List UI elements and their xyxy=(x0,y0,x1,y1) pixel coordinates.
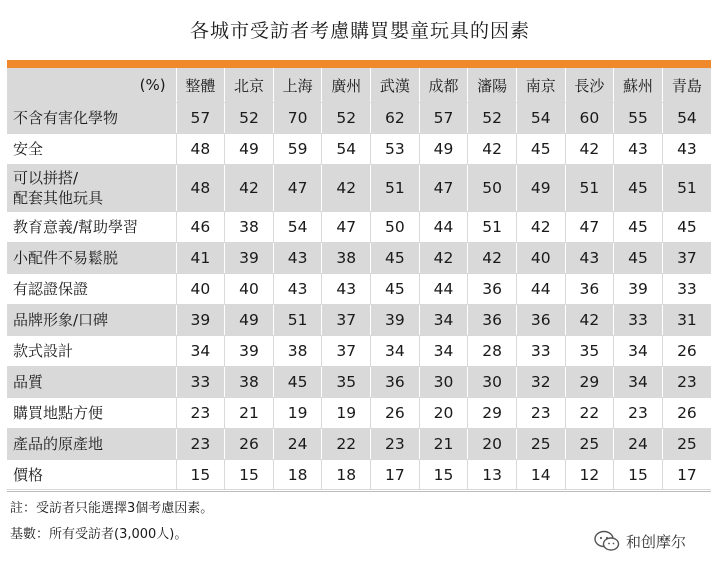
table-cell: 20 xyxy=(419,398,468,429)
table-cell: 33 xyxy=(176,367,225,398)
table-header-row xyxy=(7,68,711,103)
row-label: 品質 xyxy=(7,367,176,398)
table-row xyxy=(7,134,711,165)
table-cell: 14 xyxy=(516,460,565,490)
table-cell: 43 xyxy=(662,134,711,165)
row-label: 價格 xyxy=(7,460,176,490)
table-cell: 52 xyxy=(225,103,274,134)
table-cell: 49 xyxy=(225,305,274,336)
table-cell: 19 xyxy=(273,398,322,429)
table-cell: 47 xyxy=(419,165,468,212)
table-cell: 39 xyxy=(225,336,274,367)
table-cell: 43 xyxy=(322,274,371,305)
col-header-suzhou: 蘇州 xyxy=(614,68,663,103)
table-cell: 15 xyxy=(614,460,663,490)
table-cell: 54 xyxy=(273,212,322,243)
table-cell: 37 xyxy=(322,336,371,367)
table-cell: 18 xyxy=(273,460,322,490)
col-header-beijing: 北京 xyxy=(225,68,274,103)
table-cell: 50 xyxy=(371,212,420,243)
table-cell: 23 xyxy=(371,429,420,460)
table-cell: 17 xyxy=(371,460,420,490)
table-cell: 52 xyxy=(322,103,371,134)
table-cell: 52 xyxy=(468,103,517,134)
row-label: 安全 xyxy=(7,134,176,165)
table-cell: 43 xyxy=(565,243,614,274)
table-cell: 23 xyxy=(662,367,711,398)
table-cell: 12 xyxy=(565,460,614,490)
table-cell: 45 xyxy=(273,367,322,398)
table-cell: 44 xyxy=(419,274,468,305)
table-row xyxy=(7,460,711,490)
table-cell: 47 xyxy=(322,212,371,243)
table-cell: 47 xyxy=(273,165,322,212)
table-cell: 34 xyxy=(419,305,468,336)
table-cell: 39 xyxy=(176,305,225,336)
table-cell: 59 xyxy=(273,134,322,165)
table-cell: 37 xyxy=(662,243,711,274)
table-cell: 51 xyxy=(371,165,420,212)
table-cell: 42 xyxy=(565,305,614,336)
table-cell: 48 xyxy=(176,165,225,212)
table-cell: 41 xyxy=(176,243,225,274)
table-cell: 15 xyxy=(225,460,274,490)
wechat-icon xyxy=(594,530,620,552)
unit-label: (%) xyxy=(7,68,176,103)
table-cell: 62 xyxy=(371,103,420,134)
table-cell: 49 xyxy=(516,165,565,212)
table-cell: 44 xyxy=(419,212,468,243)
table-cell: 36 xyxy=(468,274,517,305)
row-label: 不含有害化學物 xyxy=(7,103,176,134)
table-cell: 24 xyxy=(614,429,663,460)
table-cell: 40 xyxy=(176,274,225,305)
table-cell: 37 xyxy=(322,305,371,336)
table-cell: 29 xyxy=(468,398,517,429)
table-cell: 45 xyxy=(614,243,663,274)
table-cell: 43 xyxy=(273,274,322,305)
table-cell: 30 xyxy=(468,367,517,398)
table-row xyxy=(7,336,711,367)
table-cell: 51 xyxy=(273,305,322,336)
table-cell: 42 xyxy=(322,165,371,212)
table-cell: 30 xyxy=(419,367,468,398)
table-row xyxy=(7,103,711,134)
table-cell: 45 xyxy=(371,243,420,274)
row-label: 教育意義/幫助學習 xyxy=(7,212,176,243)
table-row xyxy=(7,243,711,274)
row-label: 款式設計 xyxy=(7,336,176,367)
table-cell: 22 xyxy=(565,398,614,429)
table-cell: 46 xyxy=(176,212,225,243)
note-text: 註：受訪者只能選擇3個考慮因素。 xyxy=(10,501,214,516)
row-label: 品牌形象/口碑 xyxy=(7,305,176,336)
watermark-text: 和创摩尔 xyxy=(626,532,687,551)
table-cell: 24 xyxy=(273,429,322,460)
table-cell: 20 xyxy=(468,429,517,460)
table-cell: 34 xyxy=(419,336,468,367)
table-cell: 36 xyxy=(565,274,614,305)
table-cell: 31 xyxy=(662,305,711,336)
table-cell: 38 xyxy=(225,367,274,398)
table-cell: 42 xyxy=(468,243,517,274)
table-cell: 45 xyxy=(662,212,711,243)
table-cell: 38 xyxy=(225,212,274,243)
table-cell: 25 xyxy=(662,429,711,460)
table-cell: 36 xyxy=(371,367,420,398)
table-cell: 34 xyxy=(614,336,663,367)
col-header-changsha: 長沙 xyxy=(565,68,614,103)
table-row xyxy=(7,212,711,243)
table-cell: 38 xyxy=(322,243,371,274)
row-label: 可以拼搭/ 配套其他玩具 xyxy=(7,165,176,212)
table-cell: 36 xyxy=(468,305,517,336)
accent-bar xyxy=(7,60,711,68)
table-row xyxy=(7,398,711,429)
table-cell: 33 xyxy=(516,336,565,367)
factors-table xyxy=(7,68,711,490)
table-cell: 19 xyxy=(322,398,371,429)
table-row xyxy=(7,165,711,212)
table-cell: 49 xyxy=(419,134,468,165)
col-header-guangzhou: 廣州 xyxy=(322,68,371,103)
table-cell: 45 xyxy=(371,274,420,305)
table-cell: 57 xyxy=(419,103,468,134)
table-cell: 43 xyxy=(273,243,322,274)
table-cell: 39 xyxy=(225,243,274,274)
col-header-chengdu: 成都 xyxy=(419,68,468,103)
table-cell: 18 xyxy=(322,460,371,490)
table-cell: 15 xyxy=(176,460,225,490)
base-text: 基數：所有受訪者(3,000人)。 xyxy=(10,527,188,542)
table-cell: 36 xyxy=(516,305,565,336)
table-row xyxy=(7,274,711,305)
table-cell: 28 xyxy=(468,336,517,367)
table-cell: 34 xyxy=(371,336,420,367)
table-cell: 48 xyxy=(176,134,225,165)
table-cell: 21 xyxy=(225,398,274,429)
table-cell: 26 xyxy=(662,398,711,429)
table-cell: 17 xyxy=(662,460,711,490)
table-cell: 51 xyxy=(662,165,711,212)
row-label: 產品的原產地 xyxy=(7,429,176,460)
watermark xyxy=(594,529,686,553)
table-cell: 23 xyxy=(614,398,663,429)
table-cell: 15 xyxy=(419,460,468,490)
table-cell: 42 xyxy=(516,212,565,243)
table-cell: 42 xyxy=(419,243,468,274)
table-cell: 42 xyxy=(565,134,614,165)
table-cell: 57 xyxy=(176,103,225,134)
table-cell: 47 xyxy=(565,212,614,243)
row-label: 小配件不易鬆脱 xyxy=(7,243,176,274)
table-cell: 51 xyxy=(565,165,614,212)
table-row xyxy=(7,429,711,460)
table-cell: 35 xyxy=(322,367,371,398)
table-cell: 54 xyxy=(516,103,565,134)
table-cell: 34 xyxy=(614,367,663,398)
table-cell: 42 xyxy=(225,165,274,212)
table-cell: 32 xyxy=(516,367,565,398)
col-header-wuhan: 武漢 xyxy=(371,68,420,103)
table-cell: 35 xyxy=(565,336,614,367)
table-cell: 39 xyxy=(371,305,420,336)
table-cell: 42 xyxy=(468,134,517,165)
table-cell: 39 xyxy=(614,274,663,305)
table-cell: 40 xyxy=(516,243,565,274)
table-cell: 26 xyxy=(662,336,711,367)
table-cell: 34 xyxy=(176,336,225,367)
table-cell: 45 xyxy=(614,165,663,212)
row-label: 購買地點方便 xyxy=(7,398,176,429)
table-cell: 55 xyxy=(614,103,663,134)
table-cell: 33 xyxy=(614,305,663,336)
table-cell: 44 xyxy=(516,274,565,305)
table-cell: 60 xyxy=(565,103,614,134)
table-cell: 38 xyxy=(273,336,322,367)
table-cell: 54 xyxy=(322,134,371,165)
col-header-shenyang: 瀋陽 xyxy=(468,68,517,103)
table-cell: 40 xyxy=(225,274,274,305)
table-cell: 53 xyxy=(371,134,420,165)
table-cell: 43 xyxy=(614,134,663,165)
table-cell: 49 xyxy=(225,134,274,165)
table-cell: 23 xyxy=(176,398,225,429)
table-cell: 26 xyxy=(225,429,274,460)
table-cell: 23 xyxy=(176,429,225,460)
footer-divider xyxy=(7,491,711,492)
table-cell: 25 xyxy=(565,429,614,460)
table-cell: 23 xyxy=(516,398,565,429)
col-header-overall: 整體 xyxy=(176,68,225,103)
col-header-nanjing: 南京 xyxy=(516,68,565,103)
table-cell: 22 xyxy=(322,429,371,460)
table-cell: 25 xyxy=(516,429,565,460)
table-cell: 13 xyxy=(468,460,517,490)
col-header-qingdao: 青島 xyxy=(662,68,711,103)
table-cell: 45 xyxy=(516,134,565,165)
table-cell: 29 xyxy=(565,367,614,398)
table-cell: 21 xyxy=(419,429,468,460)
table-cell: 50 xyxy=(468,165,517,212)
table-cell: 33 xyxy=(662,274,711,305)
table-cell: 45 xyxy=(614,212,663,243)
table-cell: 54 xyxy=(662,103,711,134)
table-cell: 26 xyxy=(371,398,420,429)
row-label: 有認證保證 xyxy=(7,274,176,305)
table-cell: 51 xyxy=(468,212,517,243)
col-header-shanghai: 上海 xyxy=(273,68,322,103)
table-cell: 70 xyxy=(273,103,322,134)
page-title: 各城市受訪者考慮購買嬰童玩具的因素 xyxy=(189,20,530,42)
table-row xyxy=(7,305,711,336)
table-row xyxy=(7,367,711,398)
